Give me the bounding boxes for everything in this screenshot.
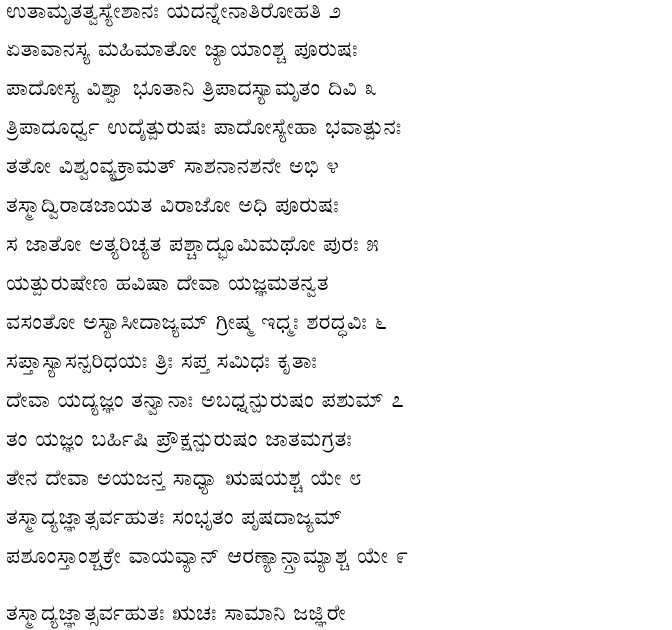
verse-line: ಸಪ್ತಾಸ್ಯಾಸನ್ಪರಿಧಯಃ ತ್ರಿಃ ಸಪ್ತ ಸಮಿಧಃ ಕೃತಾಃ — [6, 349, 318, 374]
verse-line: ಏತಾವಾನಸ್ಯ ಮಹಿಮಾತೋ ಜ್ಯಾಯಾಂಶ್ಚ ಪೂರುಷಃ — [6, 37, 358, 62]
verse-line: ಪಶೂಂಸ್ತಾಂಶ್ಚಕ್ರೇ ವಾಯವ್ಯಾನ್ ಆರಣ್ಯಾನ್ಗ್ರಾಮ್ಯಾಶ್ಚ ಯೇ ೯ — [6, 544, 409, 569]
verse-line: ಯತ್ಪುರುಷೇಣ ಹವಿಷಾ ದೇವಾ ಯಜ್ಞಮತನ್ವತ — [6, 271, 329, 296]
verse-line: ತೇನ ದೇವಾ ಅಯಜನ್ತ ಸಾಧ್ಯಾ ಋಷಯಶ್ಚ ಯೇ ೮ — [6, 466, 362, 491]
verse-line: ತತೋ ವಿಶ್ವಂವ್ಯಕ್ರಾಮತ್ ಸಾಶನಾನಶನೇ ಅಭಿ ೪ — [6, 154, 340, 179]
verse-line: ತಸ್ಮಾದ್ಯಜ್ಞಾತ್ಸರ್ವಹುತಃ ಸಂಭೃತಂ ಪೃಷದಾಜ್ಯಮ್ — [6, 505, 343, 530]
verse-line: ಉತಾಮೃತತ್ವಸ್ಯೇಶಾನಃ ಯದನ್ನೇನಾತಿರೋಹತಿ ೨ — [6, 0, 342, 24]
verse-line: ತಂ ಯಜ್ಞಂ ಬರ್ಹಿಷಿ ಪ್ರೌಕ್ಷನ್ಪುರುಷಂ ಜಾತಮಗ್ರತಃ — [6, 427, 353, 452]
verse-line: ತಸ್ಮಾದ್ವಿರಾಡಜಾಯತ ವಿರಾಜೋ ಅಧಿ ಪೂರುಷಃ — [6, 193, 340, 218]
verse-line: ದೇವಾ ಯದ್ಯಜ್ಞಂ ತನ್ವಾನಾಃ ಅಬಧ್ನನ್ಪುರುಷಂ ಪಶುಮ್ ೭ — [6, 388, 405, 413]
verse-line: ತಸ್ಮಾದ್ಯಜ್ಞಾತ್ಸರ್ವಹುತಃ ಋಚಃ ಸಾಮಾನಿ ಜಜ್ಞಿರೇ — [6, 601, 346, 626]
verse-line: ತ್ರಿಪಾದೂರ್ಧ್ವ ಉದೈತ್ಪುರುಷಃ ಪಾದೋಸ್ಯೇಹಾ ಭವಾತ್ಪುನಃ — [6, 115, 402, 140]
verse-line: ಪಾದೋಸ್ಯ ವಿಶ್ವಾ ಭೂತಾನಿ ತ್ರಿಪಾದಸ್ಯಾಮೃತಂ ದಿವಿ ೩ — [6, 76, 378, 101]
verse-line: ಸ ಜಾತೋ ಅತ್ಯರಿಚ್ಯತ ಪಶ್ಚಾದ್ಭೂಮಿಮಥೋ ಪುರಃ ೫ — [6, 232, 380, 257]
verse-line: ವಸಂತೋ ಅಸ್ಯಾಸೀದಾಜ್ಯಮ್ ಗ್ರೀಷ್ಮ ಇಧ್ಮಃ ಶರದ್ಧವಿಃ ೬ — [6, 310, 388, 335]
